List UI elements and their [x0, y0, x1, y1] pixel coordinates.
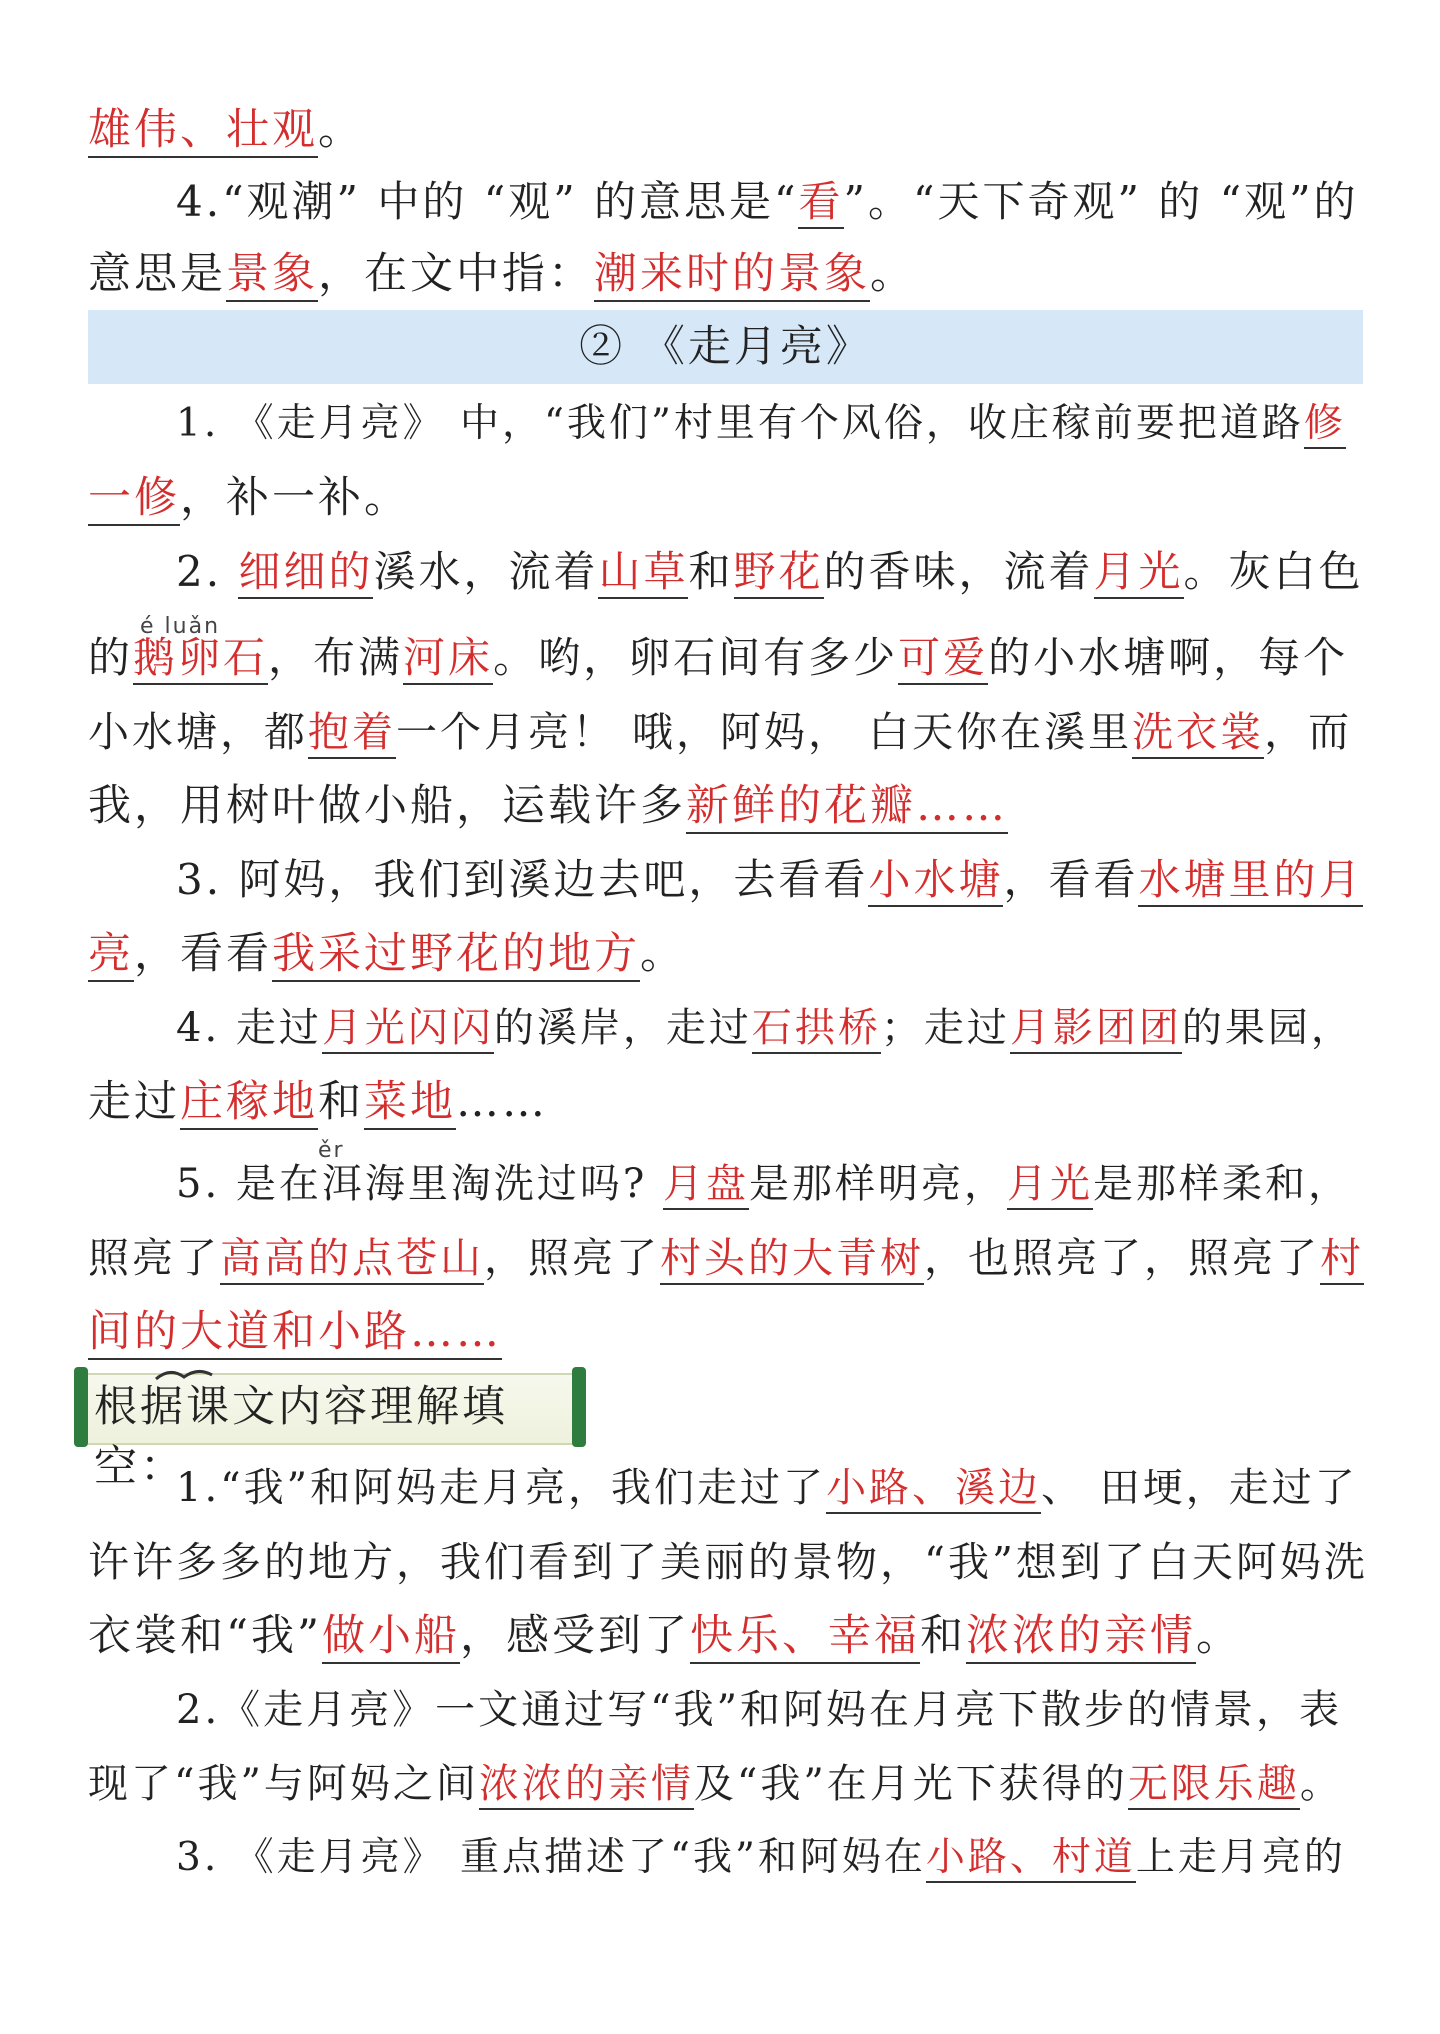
fill-question-2 — [176, 1680, 1366, 1740]
text: 2. — [176, 547, 239, 596]
line-12 — [88, 924, 1368, 984]
text: 。 — [1195, 1611, 1242, 1661]
text: …… — [456, 1077, 548, 1127]
answer: 景象 — [226, 249, 318, 302]
text: 一个月亮！ 哦，阿妈， 白天你在溪里 — [396, 708, 1133, 756]
text: 2.《走月亮》一文通过写“我”和阿妈在月亮下散步的情景，表 — [176, 1687, 1343, 1733]
text: ，而 — [1264, 708, 1353, 756]
text: 溪水，流着 — [373, 547, 599, 596]
answer: 可爱 — [898, 633, 988, 685]
text: 和 — [919, 1611, 966, 1661]
answer: 庄稼地 — [180, 1077, 318, 1130]
text: 3. 阿妈，我们到溪边去吧，去看看 — [176, 855, 869, 904]
answer: 细细的 — [238, 547, 373, 599]
answer: 做小船 — [322, 1611, 460, 1664]
text: 。 — [640, 929, 686, 979]
text: 小水塘，都 — [88, 708, 308, 756]
answer: 浓浓的亲情 — [966, 1611, 1196, 1664]
text: 的果园， — [1181, 1005, 1354, 1051]
answer: 菜地 — [364, 1077, 456, 1130]
line-17 — [88, 1302, 1368, 1362]
text: ，照亮了 — [484, 1234, 660, 1282]
text: 的溪岸，走过 — [493, 1005, 752, 1051]
answer: 间的大道和小路…… — [88, 1307, 502, 1360]
pinyin-annotation: ěr — [318, 1138, 345, 1163]
answer: 月光闪闪 — [322, 1005, 494, 1054]
text: 衣裳和“我” — [88, 1611, 322, 1661]
line-14 — [88, 1072, 1368, 1132]
text: ，在文中指： — [318, 249, 594, 299]
text: 5. 是在洱海里淘洗过吗? — [176, 1161, 664, 1207]
text: ，也照亮了，照亮了 — [924, 1234, 1320, 1282]
text: 许许多多的地方，我们看到了美丽的景物，“我”想到了白天阿妈洗 — [88, 1538, 1368, 1586]
answer: 河床 — [403, 633, 493, 685]
fill-question-1 — [176, 1458, 1366, 1518]
answer: 山草 — [598, 547, 688, 599]
text: 。哟，卵石间有多少 — [493, 633, 899, 682]
text: 。 — [870, 249, 916, 299]
section-title: 根据课文内容理解填空： — [94, 1382, 508, 1492]
text: ，看看 — [1003, 855, 1139, 904]
text: 的小水塘啊，每个 — [988, 633, 1349, 682]
text: 是那样柔和， — [1093, 1161, 1352, 1207]
answer: 水塘里的月 — [1138, 855, 1363, 907]
text: 和 — [688, 547, 734, 596]
text: ，看看 — [134, 929, 272, 979]
answer: 野花 — [734, 547, 824, 599]
answer: 洗衣裳 — [1132, 708, 1264, 759]
text: 4.“观潮” 中的 “观” 的意思是“ — [176, 177, 799, 226]
line-21 — [88, 1606, 1368, 1666]
answer: 我采过野花的地方 — [272, 929, 640, 982]
text: ；走过 — [880, 1005, 1010, 1051]
line-9 — [88, 702, 1368, 762]
answer: 小水塘 — [868, 855, 1003, 907]
text: ，补一补。 — [180, 473, 410, 523]
answer: 快乐、幸福 — [690, 1611, 920, 1664]
answer: 小路、村道 — [926, 1835, 1136, 1883]
question-4 — [176, 172, 1366, 232]
question-3 — [176, 850, 1366, 910]
answer: 亮 — [88, 929, 134, 982]
line-3 — [88, 244, 1368, 304]
text: ”。“天下奇观” 的 “观”的 — [843, 177, 1359, 226]
text: 1.“我”和阿妈走月亮，我们走过了 — [176, 1465, 827, 1511]
text: 及“我”在月光下获得的 — [693, 1761, 1128, 1807]
text: 。 — [318, 105, 364, 155]
scroll-left-roller — [74, 1367, 88, 1447]
answer: 小路、溪边 — [826, 1465, 1041, 1514]
question-4b — [176, 998, 1366, 1058]
text: 上走月亮的 — [1135, 1835, 1346, 1880]
answer: 村头的大青树 — [660, 1234, 924, 1285]
answer: 潮来时的景象 — [594, 249, 870, 302]
answer: 修 — [1304, 401, 1346, 449]
answer: 抱着 — [308, 708, 396, 759]
text: 现了“我”与阿妈之间 — [88, 1761, 479, 1807]
line-10 — [88, 776, 1368, 836]
text: 照亮了 — [88, 1234, 220, 1282]
question-5 — [176, 1154, 1366, 1214]
question-1 — [176, 394, 1366, 454]
line-20 — [88, 1532, 1368, 1592]
pinyin-annotation: é luǎn — [140, 614, 221, 639]
answer: 雄伟、壮观 — [88, 105, 318, 158]
answer: 看 — [798, 177, 843, 229]
answer: 月光 — [1094, 547, 1184, 599]
text: 和 — [318, 1077, 364, 1127]
answer: 无限乐趣 — [1128, 1761, 1300, 1810]
answer: 新鲜的花瓣…… — [686, 781, 1008, 834]
text: 。灰白色 — [1183, 547, 1364, 596]
text: 我，用树叶做小船，运载许多 — [88, 781, 686, 831]
text: 1. 《走月亮》 中，“我们”村里有个风俗，收庄稼前要把道路 — [176, 401, 1304, 446]
answer: 月影团团 — [1010, 1005, 1182, 1054]
answer: 村 — [1320, 1234, 1364, 1285]
text: 的香味，流着 — [823, 547, 1094, 596]
text: 、 田埂，走过了 — [1041, 1465, 1358, 1511]
text: 3. 《走月亮》 重点描述了“我”和阿妈在 — [176, 1835, 926, 1880]
answer: 石拱桥 — [752, 1005, 881, 1054]
answer: 月盘 — [663, 1161, 749, 1210]
scroll-banner — [74, 1367, 586, 1492]
fill-question-3 — [176, 1828, 1366, 1888]
text: 。 — [1299, 1761, 1343, 1807]
text: ，感受到了 — [459, 1611, 690, 1661]
section-title: ② 《走月亮》 — [579, 322, 872, 372]
text: 的 — [88, 633, 134, 682]
section-heading-band — [88, 310, 1363, 384]
line-1 — [88, 100, 1368, 160]
text: 是那样明亮， — [749, 1161, 1008, 1207]
answer: 月光 — [1007, 1161, 1093, 1210]
answer: 高高的点苍山 — [220, 1234, 484, 1285]
line-6 — [88, 468, 1368, 528]
text: ，布满 — [268, 633, 404, 682]
answer: 浓浓的亲情 — [479, 1761, 694, 1810]
line-16 — [88, 1228, 1368, 1288]
text: 走过 — [88, 1077, 180, 1127]
line-23 — [88, 1754, 1368, 1814]
question-2 — [176, 542, 1366, 602]
answer: 一修 — [88, 473, 180, 526]
line-8 — [88, 628, 1368, 688]
text: 4. 走过 — [176, 1005, 322, 1051]
text: 意思是 — [88, 249, 226, 299]
answer: 鹅卵石 — [133, 633, 268, 685]
